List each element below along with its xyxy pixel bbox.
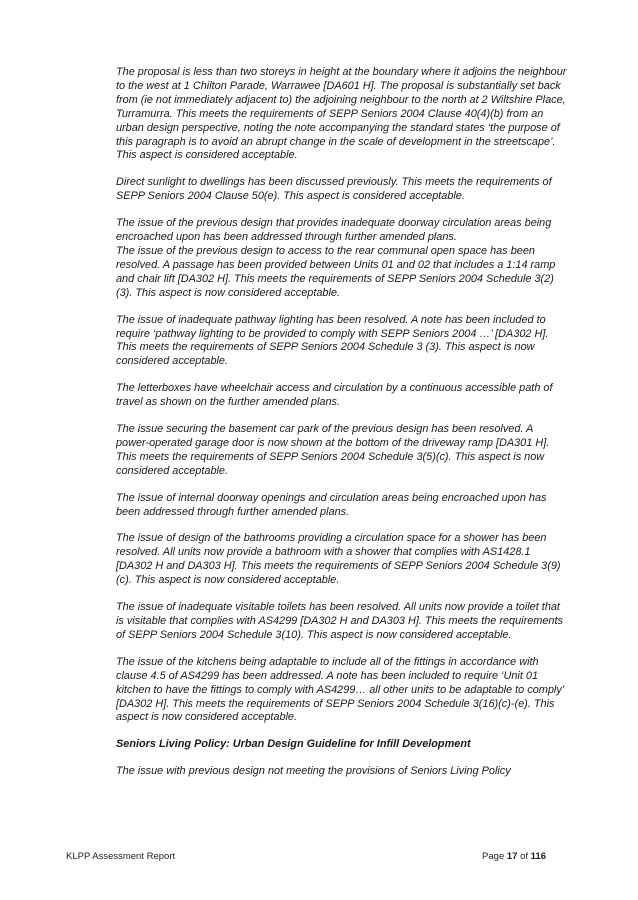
section-heading: Seniors Living Policy: Urban Design Guideline for Infill Development [116,738,471,751]
paragraph-kitchens: The issue of the kitchens being adaptable to include all of the fittings in accordance with clause 4.5 of AS4299 has been addressed. A note has been included to require ‘Unit 01 kitchen to have the fittings to comply with AS4299… all other units to be adaptable to comply’ [DA302 H]. This meets the requirements of SEPP Seniors 2004 Schedule 3(16)(c)-(e). This aspect is now considered acceptable. [116,655,564,724]
paragraph-communal-open-space: The issue of the previous design to access to the rear communal open space has been resolved. A passage has been provided between Units 01 and 02 that includes a 1:14 ramp and chair lift [DA302 H]. This meets the requirements of SEPP Seniors 2004 Schedule 3(2)(3). This aspect is now considered acceptable. [116,244,556,299]
paragraph-direct-sunlight: Direct sunlight to dwellings has been discussed previously. This meets the requirements of SEPP Seniors 2004 Clause 50(e). This aspect is considered acceptable. [116,176,552,203]
paragraph-basement-security: The issue securing the basement car park of the previous design has been resolved. A power-operated garage door is now shown at the bottom of the driveway ramp [DA301 H]. This meets the requirements of SEPP Seniors 2004 Schedule 3(5)(c). This aspect is now considered acceptable. [116,423,550,477]
paragraph-doorway-circulation: The issue of the previous design that provides inadequate doorway circulation areas being encroached upon has been addressed through further amended plans. [116,217,552,244]
page-label: Page [482,851,505,862]
paragraph-bathrooms: The issue of design of the bathrooms providing a circulation space for a shower has been resolved. All units now provide a bathroom with a shower that complies with AS1428.1 [DA302 H and DA303 H]. This meets the requirements of SEPP Seniors 2004 Schedule 3(9)(c). This aspect is now considered acceptable. [116,532,561,587]
total-page-count: 116 [530,851,546,862]
paragraph-closing: The issue with previous design not meeting the provisions of Seniors Living Policy [116,765,511,778]
page-footer [66,851,546,865]
report-title: KLPP Assessment Report [66,851,176,862]
paragraph-boundary-setback: The proposal is less than two storeys in height at the boundary where it adjoins the neighbour to the west at 1 Chilton Parade, Warrawee [DA601 H]. The proposal is substantially set back from (ie not immediately adjacent to) the adjoining neighbour to the north at 2 Wiltshire Place, Turramurra. This meets the requirements of SEPP Seniors 2004 Clause 40(4)(b) from an urban design perspective, noting the note accompanying the standard states ‘the purpose of this paragraph is to avoid an abrupt change in the scale of development in the streetscape’. This aspect is considered acceptable. [116,66,567,162]
paragraph-pathway-lighting: The issue of inadequate pathway lighting has been resolved. A note has been included to require ‘pathway lighting to be provided to comply with SEPP Seniors 2004 …’ [DA302 H]. This meets the requirements of SEPP Seniors 2004 Schedule 3 (3). This aspect is now considered acceptable. [116,313,549,368]
page-number-indicator [482,851,546,862]
paragraph-letterboxes: The letterboxes have wheelchair access and circulation by a continuous accessible path of travel as shown on the further amended plans. [116,382,553,409]
page-of-label: of [520,851,529,862]
current-page-number: 17 [506,851,518,862]
paragraph-visitable-toilets: The issue of inadequate visitable toilets has been resolved. All units now provide a toilet that is visitable that complies with AS4299 [DA302 H and DA303 H]. This meets the requirements of SEPP Seniors 2004 Schedule 3(10). This aspect is now considered acceptable. [116,601,563,641]
paragraph-internal-doorways: The issue of internal doorway openings and circulation areas being encroached upon has been addressed through further amended plans. [116,491,547,518]
report-body [116,66,568,792]
